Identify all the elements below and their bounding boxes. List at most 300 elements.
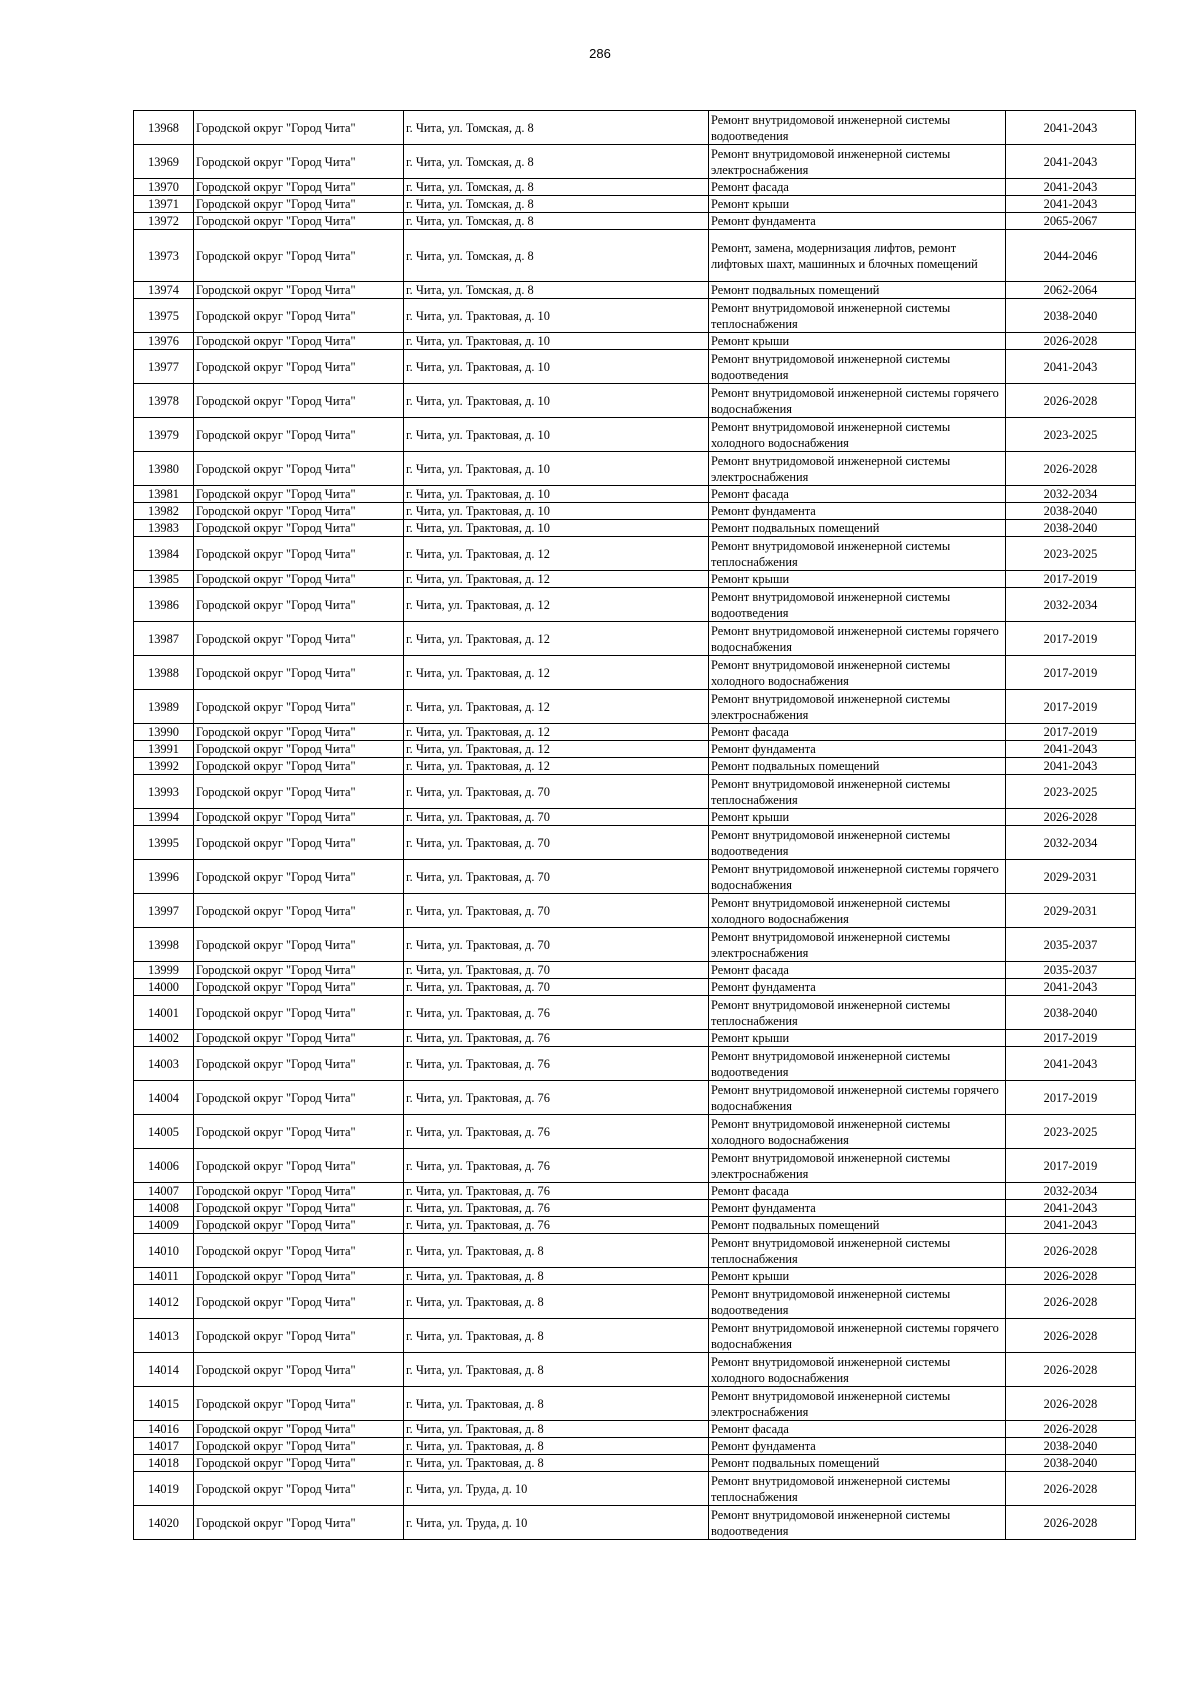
address-cell: г. Чита, ул. Томская, д. 8 — [404, 196, 709, 213]
table-row — [134, 350, 1136, 384]
work-type-cell: Ремонт внутридомовой инженерной системы горячего водоснабжения — [709, 860, 1006, 894]
period-cell: 2023-2025 — [1006, 775, 1136, 809]
address-cell: г. Чита, ул. Труда, д. 10 — [404, 1506, 709, 1540]
table-row — [134, 196, 1136, 213]
table-row — [134, 1353, 1136, 1387]
row-number-cell: 14002 — [134, 1030, 194, 1047]
row-number-cell: 14005 — [134, 1115, 194, 1149]
row-number-cell: 13969 — [134, 145, 194, 179]
table-row — [134, 299, 1136, 333]
address-cell: г. Чита, ул. Трактовая, д. 8 — [404, 1234, 709, 1268]
work-type-cell: Ремонт крыши — [709, 333, 1006, 350]
municipality-cell: Городской округ "Город Чита" — [194, 1217, 404, 1234]
address-cell: г. Чита, ул. Трактовая, д. 70 — [404, 928, 709, 962]
table-row — [134, 1455, 1136, 1472]
address-cell: г. Чита, ул. Трактовая, д. 12 — [404, 690, 709, 724]
period-cell: 2032-2034 — [1006, 1183, 1136, 1200]
work-type-cell: Ремонт крыши — [709, 196, 1006, 213]
period-cell: 2026-2028 — [1006, 1319, 1136, 1353]
period-cell: 2041-2043 — [1006, 979, 1136, 996]
period-cell: 2041-2043 — [1006, 758, 1136, 775]
municipality-cell: Городской округ "Город Чита" — [194, 928, 404, 962]
table-row — [134, 537, 1136, 571]
address-cell: г. Чита, ул. Томская, д. 8 — [404, 213, 709, 230]
period-cell: 2041-2043 — [1006, 1047, 1136, 1081]
period-cell: 2029-2031 — [1006, 860, 1136, 894]
table-row — [134, 452, 1136, 486]
municipality-cell: Городской округ "Город Чита" — [194, 741, 404, 758]
address-cell: г. Чита, ул. Трактовая, д. 76 — [404, 996, 709, 1030]
period-cell: 2041-2043 — [1006, 1200, 1136, 1217]
municipality-cell: Городской округ "Город Чита" — [194, 230, 404, 282]
municipality-cell: Городской округ "Город Чита" — [194, 775, 404, 809]
table-row — [134, 996, 1136, 1030]
row-number-cell: 14006 — [134, 1149, 194, 1183]
row-number-cell: 14014 — [134, 1353, 194, 1387]
address-cell: г. Чита, ул. Трактовая, д. 8 — [404, 1421, 709, 1438]
address-cell: г. Чита, ул. Трактовая, д. 10 — [404, 486, 709, 503]
table-row — [134, 690, 1136, 724]
row-number-cell: 13972 — [134, 213, 194, 230]
table-row — [134, 1200, 1136, 1217]
address-cell: г. Чита, ул. Трактовая, д. 10 — [404, 350, 709, 384]
work-type-cell: Ремонт внутридомовой инженерной системы теплоснабжения — [709, 537, 1006, 571]
municipality-cell: Городской округ "Город Чита" — [194, 384, 404, 418]
address-cell: г. Чита, ул. Трактовая, д. 70 — [404, 826, 709, 860]
row-number-cell: 13973 — [134, 230, 194, 282]
work-type-cell: Ремонт фасада — [709, 486, 1006, 503]
page-number: 286 — [589, 46, 611, 61]
period-cell: 2038-2040 — [1006, 1438, 1136, 1455]
period-cell: 2026-2028 — [1006, 333, 1136, 350]
row-number-cell: 13998 — [134, 928, 194, 962]
work-type-cell: Ремонт, замена, модернизация лифтов, ремонт лифтовых шахт, машинных и блочных помещений — [709, 230, 1006, 282]
work-type-cell: Ремонт внутридомовой инженерной системы водоотведения — [709, 1506, 1006, 1540]
period-cell: 2065-2067 — [1006, 213, 1136, 230]
work-type-cell: Ремонт фундамента — [709, 213, 1006, 230]
address-cell: г. Чита, ул. Трактовая, д. 76 — [404, 1183, 709, 1200]
work-type-cell: Ремонт внутридомовой инженерной системы водоотведения — [709, 588, 1006, 622]
row-number-cell: 14000 — [134, 979, 194, 996]
period-cell: 2026-2028 — [1006, 1421, 1136, 1438]
table-row — [134, 1421, 1136, 1438]
address-cell: г. Чита, ул. Трактовая, д. 76 — [404, 1030, 709, 1047]
row-number-cell: 13991 — [134, 741, 194, 758]
row-number-cell: 13981 — [134, 486, 194, 503]
period-cell: 2041-2043 — [1006, 111, 1136, 145]
municipality-cell: Городской округ "Город Чита" — [194, 1081, 404, 1115]
period-cell: 2032-2034 — [1006, 486, 1136, 503]
table-row — [134, 486, 1136, 503]
table-row — [134, 1183, 1136, 1200]
municipality-cell: Городской округ "Город Чита" — [194, 1285, 404, 1319]
work-type-cell: Ремонт внутридомовой инженерной системы электроснабжения — [709, 452, 1006, 486]
work-type-cell: Ремонт внутридомовой инженерной системы горячего водоснабжения — [709, 1319, 1006, 1353]
address-cell: г. Чита, ул. Трактовая, д. 10 — [404, 333, 709, 350]
address-cell: г. Чита, ул. Трактовая, д. 12 — [404, 724, 709, 741]
municipality-cell: Городской округ "Город Чита" — [194, 1353, 404, 1387]
address-cell: г. Чита, ул. Трактовая, д. 70 — [404, 860, 709, 894]
period-cell: 2038-2040 — [1006, 503, 1136, 520]
municipality-cell: Городской округ "Город Чита" — [194, 860, 404, 894]
period-cell: 2026-2028 — [1006, 384, 1136, 418]
work-type-cell: Ремонт подвальных помещений — [709, 520, 1006, 537]
table-row — [134, 962, 1136, 979]
table-row — [134, 826, 1136, 860]
municipality-cell: Городской округ "Город Чита" — [194, 894, 404, 928]
municipality-cell: Городской округ "Город Чита" — [194, 809, 404, 826]
municipality-cell: Городской округ "Город Чита" — [194, 588, 404, 622]
row-number-cell: 14008 — [134, 1200, 194, 1217]
row-number-cell: 14017 — [134, 1438, 194, 1455]
work-type-cell: Ремонт внутридомовой инженерной системы холодного водоснабжения — [709, 1353, 1006, 1387]
municipality-cell: Городской округ "Город Чита" — [194, 1047, 404, 1081]
work-type-cell: Ремонт фасада — [709, 962, 1006, 979]
period-cell: 2023-2025 — [1006, 1115, 1136, 1149]
municipality-cell: Городской округ "Город Чита" — [194, 333, 404, 350]
municipality-cell: Городской округ "Город Чита" — [194, 1149, 404, 1183]
municipality-cell: Городской округ "Город Чита" — [194, 962, 404, 979]
period-cell: 2017-2019 — [1006, 571, 1136, 588]
address-cell: г. Чита, ул. Трактовая, д. 70 — [404, 809, 709, 826]
period-cell: 2038-2040 — [1006, 996, 1136, 1030]
work-type-cell: Ремонт внутридомовой инженерной системы теплоснабжения — [709, 996, 1006, 1030]
table-row — [134, 1217, 1136, 1234]
row-number-cell: 13975 — [134, 299, 194, 333]
address-cell: г. Чита, ул. Трактовая, д. 76 — [404, 1149, 709, 1183]
work-type-cell: Ремонт внутридомовой инженерной системы водоотведения — [709, 111, 1006, 145]
address-cell: г. Чита, ул. Трактовая, д. 10 — [404, 503, 709, 520]
municipality-cell: Городской округ "Город Чита" — [194, 145, 404, 179]
address-cell: г. Чита, ул. Трактовая, д. 76 — [404, 1081, 709, 1115]
period-cell: 2041-2043 — [1006, 1217, 1136, 1234]
period-cell: 2041-2043 — [1006, 350, 1136, 384]
address-cell: г. Чита, ул. Трактовая, д. 8 — [404, 1438, 709, 1455]
table-row — [134, 724, 1136, 741]
address-cell: г. Чита, ул. Трактовая, д. 76 — [404, 1217, 709, 1234]
work-type-cell: Ремонт внутридомовой инженерной системы горячего водоснабжения — [709, 622, 1006, 656]
row-number-cell: 14015 — [134, 1387, 194, 1421]
address-cell: г. Чита, ул. Томская, д. 8 — [404, 230, 709, 282]
work-type-cell: Ремонт фундамента — [709, 741, 1006, 758]
row-number-cell: 13983 — [134, 520, 194, 537]
work-type-cell: Ремонт фасада — [709, 179, 1006, 196]
address-cell: г. Чита, ул. Трактовая, д. 8 — [404, 1353, 709, 1387]
work-type-cell: Ремонт крыши — [709, 809, 1006, 826]
table-body — [134, 111, 1136, 1540]
table-row — [134, 111, 1136, 145]
period-cell: 2041-2043 — [1006, 741, 1136, 758]
municipality-cell: Городской округ "Город Чита" — [194, 1200, 404, 1217]
period-cell: 2026-2028 — [1006, 1285, 1136, 1319]
work-type-cell: Ремонт фасада — [709, 1421, 1006, 1438]
municipality-cell: Городской округ "Город Чита" — [194, 1421, 404, 1438]
row-number-cell: 14009 — [134, 1217, 194, 1234]
row-number-cell: 13999 — [134, 962, 194, 979]
period-cell: 2062-2064 — [1006, 282, 1136, 299]
row-number-cell: 13979 — [134, 418, 194, 452]
work-type-cell: Ремонт внутридомовой инженерной системы электроснабжения — [709, 928, 1006, 962]
period-cell: 2041-2043 — [1006, 196, 1136, 213]
work-type-cell: Ремонт крыши — [709, 1268, 1006, 1285]
table-row — [134, 418, 1136, 452]
table-row — [134, 520, 1136, 537]
municipality-cell: Городской округ "Город Чита" — [194, 196, 404, 213]
row-number-cell: 13978 — [134, 384, 194, 418]
municipality-cell: Городской округ "Город Чита" — [194, 1472, 404, 1506]
address-cell: г. Чита, ул. Трактовая, д. 76 — [404, 1115, 709, 1149]
period-cell: 2026-2028 — [1006, 1387, 1136, 1421]
row-number-cell: 13996 — [134, 860, 194, 894]
period-cell: 2041-2043 — [1006, 145, 1136, 179]
municipality-cell: Городской округ "Город Чита" — [194, 1455, 404, 1472]
work-type-cell: Ремонт внутридомовой инженерной системы водоотведения — [709, 826, 1006, 860]
period-cell: 2038-2040 — [1006, 299, 1136, 333]
period-cell: 2017-2019 — [1006, 724, 1136, 741]
municipality-cell: Городской округ "Город Чита" — [194, 1234, 404, 1268]
table-row — [134, 571, 1136, 588]
address-cell: г. Чита, ул. Трактовая, д. 12 — [404, 758, 709, 775]
address-cell: г. Чита, ул. Трактовая, д. 10 — [404, 452, 709, 486]
work-type-cell: Ремонт фундамента — [709, 1200, 1006, 1217]
table-row — [134, 860, 1136, 894]
work-type-cell: Ремонт внутридомовой инженерной системы холодного водоснабжения — [709, 656, 1006, 690]
row-number-cell: 13985 — [134, 571, 194, 588]
address-cell: г. Чита, ул. Трактовая, д. 12 — [404, 571, 709, 588]
municipality-cell: Городской округ "Город Чита" — [194, 1268, 404, 1285]
work-type-cell: Ремонт внутридомовой инженерной системы теплоснабжения — [709, 775, 1006, 809]
work-type-cell: Ремонт фасада — [709, 724, 1006, 741]
row-number-cell: 14011 — [134, 1268, 194, 1285]
table-row — [134, 1081, 1136, 1115]
municipality-cell: Городской округ "Город Чита" — [194, 622, 404, 656]
row-number-cell: 13993 — [134, 775, 194, 809]
address-cell: г. Чита, ул. Трактовая, д. 12 — [404, 656, 709, 690]
address-cell: г. Чита, ул. Томская, д. 8 — [404, 111, 709, 145]
period-cell: 2017-2019 — [1006, 622, 1136, 656]
work-type-cell: Ремонт внутридомовой инженерной системы холодного водоснабжения — [709, 418, 1006, 452]
table-row — [134, 384, 1136, 418]
period-cell: 2026-2028 — [1006, 1268, 1136, 1285]
period-cell: 2023-2025 — [1006, 418, 1136, 452]
work-type-cell: Ремонт внутридомовой инженерной системы холодного водоснабжения — [709, 894, 1006, 928]
address-cell: г. Чита, ул. Трактовая, д. 8 — [404, 1455, 709, 1472]
period-cell: 2017-2019 — [1006, 1081, 1136, 1115]
work-type-cell: Ремонт внутридомовой инженерной системы горячего водоснабжения — [709, 1081, 1006, 1115]
address-cell: г. Чита, ул. Трактовая, д. 12 — [404, 588, 709, 622]
address-cell: г. Чита, ул. Трактовая, д. 8 — [404, 1387, 709, 1421]
table-row — [134, 656, 1136, 690]
table-row — [134, 1268, 1136, 1285]
table-row — [134, 1506, 1136, 1540]
address-cell: г. Чита, ул. Трактовая, д. 12 — [404, 741, 709, 758]
table-row — [134, 1115, 1136, 1149]
work-type-cell: Ремонт внутридомовой инженерной системы теплоснабжения — [709, 299, 1006, 333]
period-cell: 2041-2043 — [1006, 179, 1136, 196]
row-number-cell: 13984 — [134, 537, 194, 571]
address-cell: г. Чита, ул. Трактовая, д. 10 — [404, 520, 709, 537]
work-type-cell: Ремонт подвальных помещений — [709, 1217, 1006, 1234]
address-cell: г. Чита, ул. Трактовая, д. 8 — [404, 1319, 709, 1353]
municipality-cell: Городской округ "Город Чита" — [194, 299, 404, 333]
row-number-cell: 13987 — [134, 622, 194, 656]
municipality-cell: Городской округ "Город Чита" — [194, 282, 404, 299]
row-number-cell: 13995 — [134, 826, 194, 860]
row-number-cell: 13989 — [134, 690, 194, 724]
row-number-cell: 14010 — [134, 1234, 194, 1268]
period-cell: 2044-2046 — [1006, 230, 1136, 282]
row-number-cell: 13986 — [134, 588, 194, 622]
work-type-cell: Ремонт внутридомовой инженерной системы электроснабжения — [709, 1387, 1006, 1421]
period-cell: 2035-2037 — [1006, 962, 1136, 979]
row-number-cell: 13971 — [134, 196, 194, 213]
table-row — [134, 1285, 1136, 1319]
municipality-cell: Городской округ "Город Чита" — [194, 452, 404, 486]
work-type-cell: Ремонт внутридомовой инженерной системы электроснабжения — [709, 145, 1006, 179]
table-row — [134, 1234, 1136, 1268]
municipality-cell: Городской округ "Город Чита" — [194, 1183, 404, 1200]
table-row — [134, 775, 1136, 809]
work-type-cell: Ремонт внутридомовой инженерной системы водоотведения — [709, 1285, 1006, 1319]
work-type-cell: Ремонт крыши — [709, 571, 1006, 588]
municipality-cell: Городской округ "Город Чита" — [194, 537, 404, 571]
work-type-cell: Ремонт внутридомовой инженерной системы водоотведения — [709, 350, 1006, 384]
row-number-cell: 14003 — [134, 1047, 194, 1081]
work-type-cell: Ремонт фундамента — [709, 503, 1006, 520]
period-cell: 2038-2040 — [1006, 1455, 1136, 1472]
address-cell: г. Чита, ул. Трактовая, д. 12 — [404, 622, 709, 656]
row-number-cell: 14012 — [134, 1285, 194, 1319]
period-cell: 2032-2034 — [1006, 588, 1136, 622]
work-type-cell: Ремонт подвальных помещений — [709, 758, 1006, 775]
work-type-cell: Ремонт внутридомовой инженерной системы электроснабжения — [709, 1149, 1006, 1183]
work-type-cell: Ремонт внутридомовой инженерной системы горячего водоснабжения — [709, 384, 1006, 418]
municipality-cell: Городской округ "Город Чита" — [194, 213, 404, 230]
address-cell: г. Чита, ул. Трактовая, д. 10 — [404, 418, 709, 452]
municipality-cell: Городской округ "Город Чита" — [194, 826, 404, 860]
table-row — [134, 1472, 1136, 1506]
table-row — [134, 145, 1136, 179]
municipality-cell: Городской округ "Город Чита" — [194, 1030, 404, 1047]
row-number-cell: 14020 — [134, 1506, 194, 1540]
work-type-cell: Ремонт фундамента — [709, 979, 1006, 996]
table-row — [134, 1149, 1136, 1183]
period-cell: 2032-2034 — [1006, 826, 1136, 860]
municipality-cell: Городской округ "Город Чита" — [194, 656, 404, 690]
address-cell: г. Чита, ул. Трактовая, д. 10 — [404, 299, 709, 333]
table-row — [134, 230, 1136, 282]
period-cell: 2026-2028 — [1006, 1234, 1136, 1268]
row-number-cell: 13977 — [134, 350, 194, 384]
work-type-cell: Ремонт внутридомовой инженерной системы водоотведения — [709, 1047, 1006, 1081]
municipality-cell: Городской округ "Город Чита" — [194, 690, 404, 724]
row-number-cell: 13994 — [134, 809, 194, 826]
table-row — [134, 213, 1136, 230]
work-type-cell: Ремонт фундамента — [709, 1438, 1006, 1455]
address-cell: г. Чита, ул. Трактовая, д. 76 — [404, 1200, 709, 1217]
row-number-cell: 13992 — [134, 758, 194, 775]
row-number-cell: 14018 — [134, 1455, 194, 1472]
table-row — [134, 1030, 1136, 1047]
period-cell: 2017-2019 — [1006, 1149, 1136, 1183]
row-number-cell: 13968 — [134, 111, 194, 145]
work-type-cell: Ремонт внутридомовой инженерной системы теплоснабжения — [709, 1234, 1006, 1268]
table-row — [134, 622, 1136, 656]
period-cell: 2026-2028 — [1006, 1506, 1136, 1540]
work-type-cell: Ремонт подвальных помещений — [709, 282, 1006, 299]
row-number-cell: 14019 — [134, 1472, 194, 1506]
table-row — [134, 1047, 1136, 1081]
table-row — [134, 928, 1136, 962]
work-type-cell: Ремонт внутридомовой инженерной системы холодного водоснабжения — [709, 1115, 1006, 1149]
table-row — [134, 179, 1136, 196]
row-number-cell: 13988 — [134, 656, 194, 690]
municipality-cell: Городской округ "Город Чита" — [194, 571, 404, 588]
table-row — [134, 282, 1136, 299]
work-type-cell: Ремонт подвальных помещений — [709, 1455, 1006, 1472]
row-number-cell: 14007 — [134, 1183, 194, 1200]
period-cell: 2026-2028 — [1006, 809, 1136, 826]
table-row — [134, 894, 1136, 928]
table-row — [134, 979, 1136, 996]
work-type-cell: Ремонт внутридомовой инженерной системы теплоснабжения — [709, 1472, 1006, 1506]
row-number-cell: 13990 — [134, 724, 194, 741]
municipality-cell: Городской округ "Город Чита" — [194, 418, 404, 452]
municipality-cell: Городской округ "Город Чита" — [194, 1387, 404, 1421]
address-cell: г. Чита, ул. Трактовая, д. 8 — [404, 1268, 709, 1285]
municipality-cell: Городской округ "Город Чита" — [194, 758, 404, 775]
address-cell: г. Чита, ул. Трактовая, д. 70 — [404, 894, 709, 928]
municipality-cell: Городской округ "Город Чита" — [194, 111, 404, 145]
municipality-cell: Городской округ "Город Чита" — [194, 1115, 404, 1149]
table-row — [134, 1319, 1136, 1353]
address-cell: г. Чита, ул. Трактовая, д. 10 — [404, 384, 709, 418]
address-cell: г. Чита, ул. Трактовая, д. 70 — [404, 979, 709, 996]
row-number-cell: 14001 — [134, 996, 194, 1030]
municipality-cell: Городской округ "Город Чита" — [194, 1319, 404, 1353]
period-cell: 2026-2028 — [1006, 452, 1136, 486]
municipality-cell: Городской округ "Город Чита" — [194, 1506, 404, 1540]
work-type-cell: Ремонт фасада — [709, 1183, 1006, 1200]
municipality-cell: Городской округ "Город Чита" — [194, 1438, 404, 1455]
municipality-cell: Городской округ "Город Чита" — [194, 350, 404, 384]
period-cell: 2017-2019 — [1006, 690, 1136, 724]
municipality-cell: Городской округ "Город Чита" — [194, 724, 404, 741]
address-cell: г. Чита, ул. Трактовая, д. 70 — [404, 775, 709, 809]
row-number-cell: 14004 — [134, 1081, 194, 1115]
row-number-cell: 13997 — [134, 894, 194, 928]
municipality-cell: Городской округ "Город Чита" — [194, 503, 404, 520]
municipality-cell: Городской округ "Город Чита" — [194, 996, 404, 1030]
table-row — [134, 503, 1136, 520]
municipality-cell: Городской округ "Город Чита" — [194, 179, 404, 196]
address-cell: г. Чита, ул. Трактовая, д. 76 — [404, 1047, 709, 1081]
period-cell: 2038-2040 — [1006, 520, 1136, 537]
table-row — [134, 758, 1136, 775]
repair-schedule-table — [133, 110, 1136, 1540]
table-row — [134, 741, 1136, 758]
period-cell: 2017-2019 — [1006, 1030, 1136, 1047]
address-cell: г. Чита, ул. Томская, д. 8 — [404, 145, 709, 179]
table-row — [134, 333, 1136, 350]
row-number-cell: 14013 — [134, 1319, 194, 1353]
address-cell: г. Чита, ул. Трактовая, д. 8 — [404, 1285, 709, 1319]
work-type-cell: Ремонт внутридомовой инженерной системы электроснабжения — [709, 690, 1006, 724]
address-cell: г. Чита, ул. Томская, д. 8 — [404, 282, 709, 299]
address-cell: г. Чита, ул. Трактовая, д. 12 — [404, 537, 709, 571]
address-cell: г. Чита, ул. Трактовая, д. 70 — [404, 962, 709, 979]
period-cell: 2023-2025 — [1006, 537, 1136, 571]
